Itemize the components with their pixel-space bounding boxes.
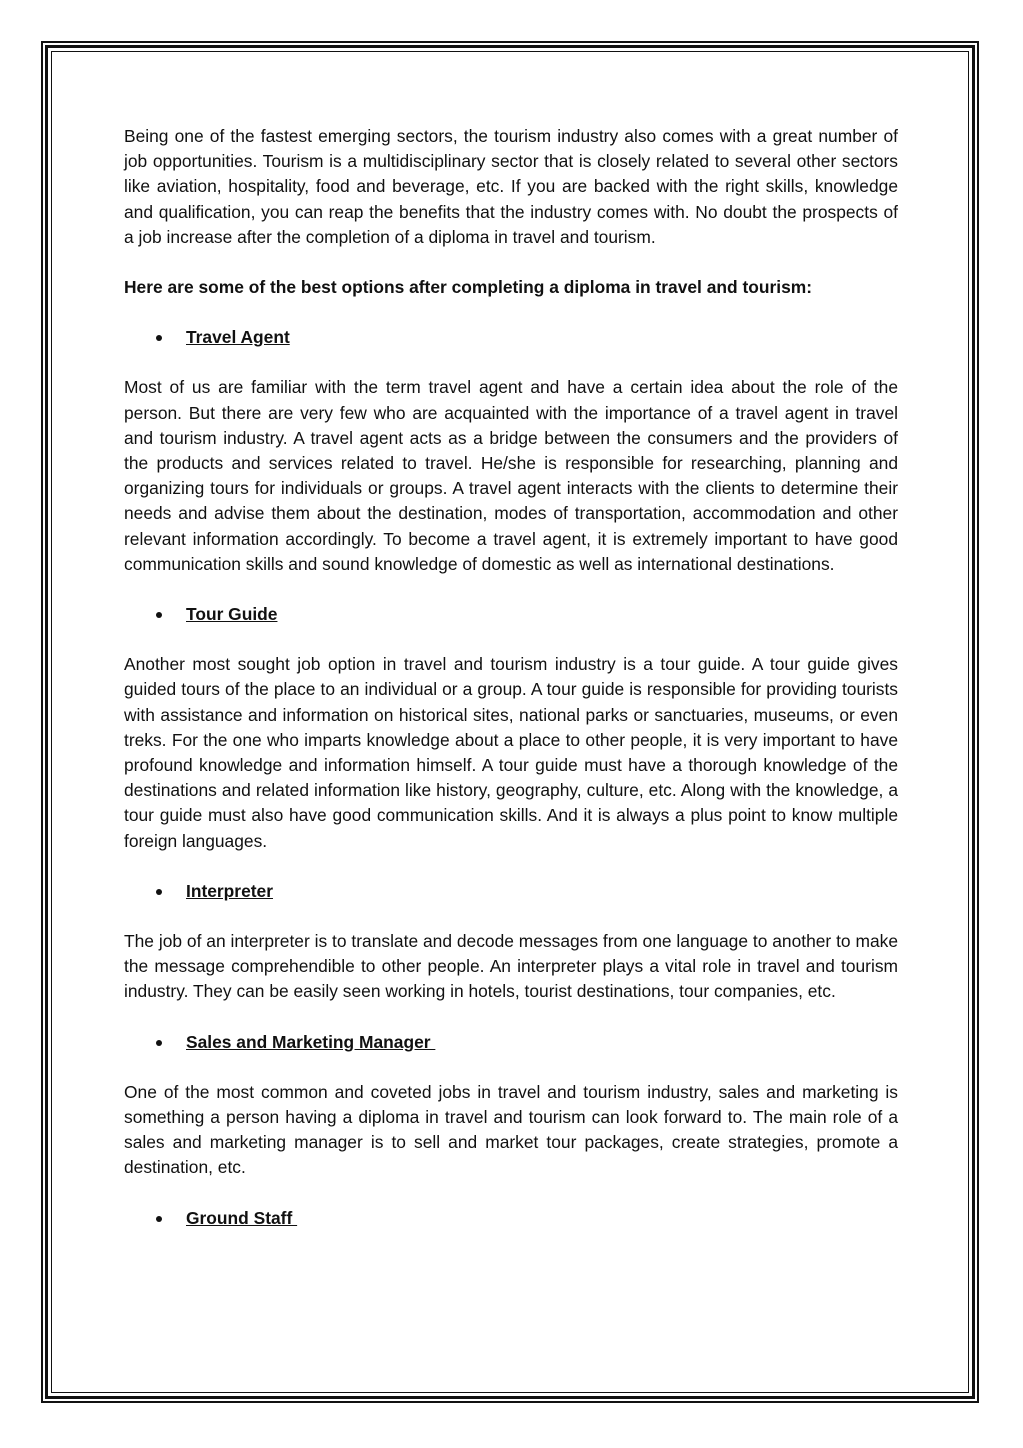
section-body-sales-marketing-manager: One of the most common and coveted jobs in travel and tourism industry, sales and marketing is something a person having a diploma in travel and tourism can look forward to. The main role of a sales and marketing manager is to sell and market tour packages, create strategies, promote a destination, etc.: [124, 1081, 898, 1178]
section-heading-travel-agent: [124, 325, 898, 350]
section-heading-label: Ground Staff: [186, 1207, 298, 1228]
bullet-icon: [156, 335, 162, 341]
section-heading-tour-guide: [124, 602, 898, 627]
section-heading-interpreter: [124, 879, 898, 904]
section-heading-label: Tour Guide: [186, 604, 278, 625]
section-body-interpreter: The job of an interpreter is to translate and decode messages from one language to another to make the message comprehendible to other people. An interpreter plays a vital role in travel and tourism industry. They can be easily seen working in hotels, tourist destinations, tour companies, etc.: [124, 931, 898, 1002]
section-heading-sales-marketing-manager: [124, 1030, 898, 1055]
section-body-travel-agent: Most of us are familiar with the term travel agent and have a certain idea about the role of the person. But there are very few who are acquainted with the importance of a travel agent in travel and tourism industry. A travel agent acts as a bridge between the consumers and the providers of the products and services related to travel. He/she is responsible for researching, planning and organizing tours for individuals or groups. A travel agent interacts with the clients to determine their needs and advise them about the destination, modes of transportation, accommodation and other relevant information accordingly. To become a travel agent, it is extremely important to have good communication skills and sound knowledge of domestic as well as international destinations.: [124, 377, 898, 574]
section-heading-ground-staff: [124, 1206, 898, 1231]
section-heading-label: Interpreter: [186, 880, 273, 901]
bullet-icon: [156, 1216, 162, 1222]
section-heading-label: Travel Agent: [186, 327, 290, 348]
intro-paragraph: Being one of the fastest emerging sectors, the tourism industry also comes with a great number of job opportunities. Tourism is a multidisciplinary sector that is closely related to several other sectors like aviation, hospitality, food and beverage, etc. If you are backed with the right skills, knowledge and qualification, you can reap the benefits that the industry comes with. No doubt the prospects of a job increase after the completion of a diploma in travel and tourism.: [124, 126, 898, 247]
bullet-icon: [156, 889, 162, 895]
bullet-icon: [156, 612, 162, 618]
section-body-tour-guide: Another most sought job option in travel and tourism industry is a tour guide. A tour guide gives guided tours of the place to an individual or a group. A tour guide is responsible for providing tourists with assistance and information on historical sites, national parks or sanctuaries, museums, or even treks. For the one who imparts knowledge about a place to other people, it is very important to have profound knowledge and information himself. A tour guide must have a thorough knowledge of the destinations and related information like history, geography, culture, etc. Along with the knowledge, a tour guide must also have good communication skills. And it is always a plus point to know multiple foreign languages.: [124, 654, 898, 851]
document-body: [124, 124, 898, 1231]
options-lead-heading: Here are some of the best options after completing a diploma in travel and tourism:: [124, 277, 813, 298]
bullet-icon: [156, 1040, 162, 1046]
section-heading-label: Sales and Marketing Manager: [186, 1031, 436, 1052]
